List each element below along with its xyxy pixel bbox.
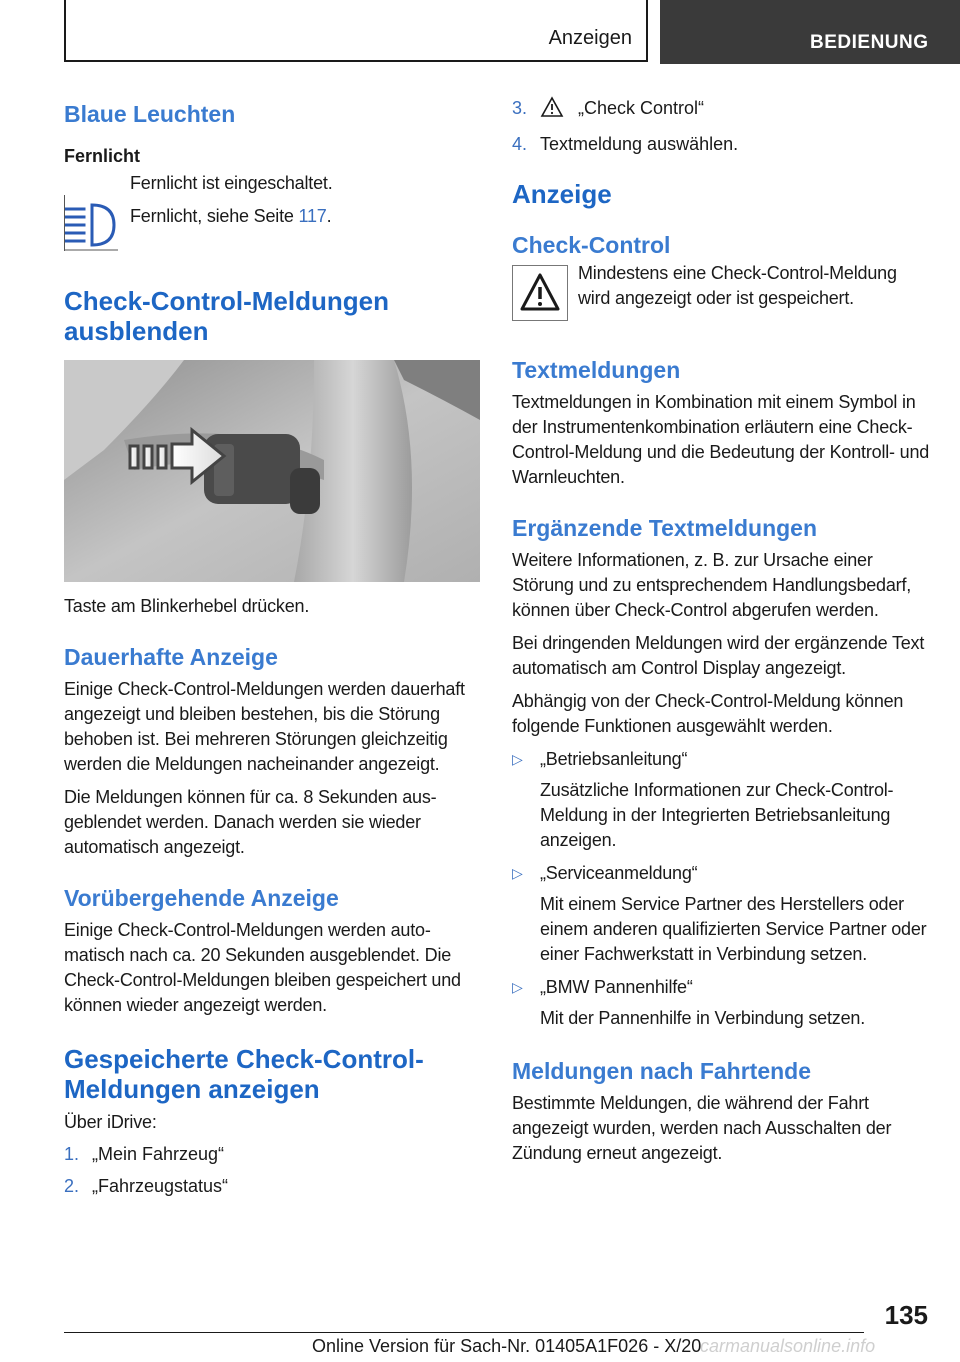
triangle-bullet-icon: ▷: [512, 865, 523, 881]
triangle-bullet-icon: ▷: [512, 751, 523, 767]
ergaenzend-text-3: Abhängig von der Check-Control-Meldung können folgende Funktionen ausgewählt werden.: [512, 691, 904, 736]
list-item: [64, 1174, 480, 1199]
step-text: „Mein Fahrzeug“: [92, 1144, 225, 1164]
voruebergehend-text-1: Einige Check-Control-Meldungen werden automatisch nach ca. 20 Sekunden ausgeblendet. Die Check-Control-Meldungen bleiben gespeichert und können wieder angezeigt werden.: [64, 920, 461, 1015]
option-text: Mit der Pannenhilfe in Verbindung setzen.: [540, 1008, 866, 1028]
heading-fernlicht: Fernlicht: [64, 146, 141, 166]
fernlicht-text-1: Fernlicht ist eingeschaltet.: [130, 173, 333, 193]
heading-dauerhafte-anzeige: Dauerhafte Anzeige: [64, 644, 278, 670]
footer-online-version: Online Version für Sach-Nr. 01405A1F026 - X/20: [312, 1336, 702, 1356]
header-section-box: [64, 0, 648, 62]
heading-cc-ausblenden-line1: Check-Control-Meldungen: [64, 286, 389, 316]
option-title: „Serviceanmeldung“: [540, 863, 698, 883]
fernlicht-text-2-prefix: Fernlicht, siehe Seite: [130, 206, 299, 226]
dauerhaft-text-2: Die Meldungen können für ca. 8 Sekunden ausgeblendet werden. Danach werden sie wieder automatisch angezeigt.: [64, 787, 437, 857]
left-column: [64, 100, 480, 1199]
option-text: Zusätzliche Informationen zur Check-Control-Meldung in der Integrierten Betriebsanleitung anzeigen.: [540, 780, 894, 850]
header-chapter-tab: [660, 0, 960, 64]
fernlicht-text-2-suffix: .: [326, 206, 332, 226]
turn-signal-lever-illustration: [64, 360, 480, 582]
list-item: [512, 132, 932, 157]
footer-watermark: carmanualsonline.info: [700, 1336, 876, 1356]
footer-divider: [64, 1332, 864, 1333]
check-control-block: [512, 261, 932, 326]
list-item: [512, 747, 932, 853]
fernlicht-text-2: [130, 204, 480, 229]
dauerhaft-text-1: Einige Check-Control-Meldungen werden dauerhaft angezeigt und bleiben bestehen, bis die Störung behoben ist. Bei mehreren Störungen gleichzeitig werden die Meldungen nacheinander angezeigt.: [64, 679, 465, 774]
ergaenzend-text-1: Weitere Informationen, z. B. zur Ursache einer Störung und zu entsprechendem Handlungsbedarf, können über Check-Control abgerufen werden.: [512, 550, 912, 620]
check-control-warning-icon: [512, 261, 578, 326]
heading-cc-ausblenden: [64, 286, 480, 346]
idrive-steps-list-left: [64, 1142, 480, 1199]
high-beam-icon: [64, 171, 130, 256]
option-title: „BMW Pannenhilfe“: [540, 977, 693, 997]
heading-textmeldungen: Textmeldungen: [512, 357, 681, 383]
textmeldungen-text: Textmeldungen in Kombination mit einem Symbol in der Instrumentenkombination erläutern eine Check-Control-Meldung und die Bedeutung der Kontroll- und Warnleuchten.: [512, 392, 930, 487]
option-title: „Betriebsanleitung“: [540, 749, 688, 769]
function-options-list: [512, 747, 932, 1031]
idrive-steps-list-right: [512, 96, 932, 157]
step-number: 2.: [64, 1176, 80, 1196]
heading-check-control: Check-Control: [512, 232, 671, 258]
fahrtende-text: Bestimmte Meldungen, die während der Fahrt angezeigt wurden, werden nach Ausschalten der Zündung erneut angezeigt.: [512, 1093, 892, 1163]
page-link-117[interactable]: 117: [298, 206, 327, 226]
heading-anzeige: Anzeige: [512, 179, 612, 209]
header-section-title: Anzeigen: [548, 27, 632, 49]
ergaenzend-text-2: Bei dringenden Meldungen wird der ergänzende Text automatisch am Control Display angezeigt.: [512, 633, 925, 678]
step-text: „Check Control“: [578, 98, 705, 118]
heading-meldungen-nach-fahrtende: Meldungen nach Fahrtende: [512, 1058, 812, 1084]
option-text: Mit einem Service Partner des Herstellers oder einem anderen qualifizierten Service Partner oder einer Fachwerkstatt in Verbindung setzen.: [540, 894, 927, 964]
triangle-bullet-icon: ▷: [512, 979, 523, 995]
right-column: [512, 100, 932, 1166]
ueber-idrive-text: Über iDrive:: [64, 1112, 157, 1132]
list-item: [512, 96, 932, 125]
step-number: 1.: [64, 1144, 80, 1164]
heading-gespeicherte-line2: Meldungen anzeigen: [64, 1074, 320, 1104]
heading-ergaenzende-textmeldungen: Ergänzende Textmeldungen: [512, 515, 818, 541]
heading-voruebergehende-anzeige: Vorübergehende Anzeige: [64, 885, 339, 911]
list-item: [512, 975, 932, 1031]
warning-triangle-icon: [540, 96, 578, 125]
heading-gespeicherte-meldungen: [64, 1044, 480, 1104]
heading-cc-ausblenden-line2: ausblenden: [64, 316, 209, 346]
image-caption: Taste am Blinkerhebel drücken.: [64, 596, 310, 616]
header-chapter-label: BEDIENUNG: [810, 32, 929, 53]
heading-blaue-leuchten: Blaue Leuchten: [64, 101, 236, 127]
page-number: 135: [884, 1300, 928, 1330]
list-item: [512, 861, 932, 967]
list-item: [64, 1142, 480, 1167]
heading-gespeicherte-line1: Gespeicherte Check-Control-: [64, 1044, 424, 1074]
step-text: „Fahrzeugstatus“: [92, 1176, 229, 1196]
step-number: 3.: [512, 98, 528, 118]
check-control-text: Mindestens eine Check-Control-Meldung wird angezeigt oder ist gespeichert.: [578, 263, 897, 308]
fernlicht-block: [64, 171, 480, 256]
step-number: 4.: [512, 134, 528, 154]
step-text: Textmeldung auswählen.: [540, 134, 739, 154]
